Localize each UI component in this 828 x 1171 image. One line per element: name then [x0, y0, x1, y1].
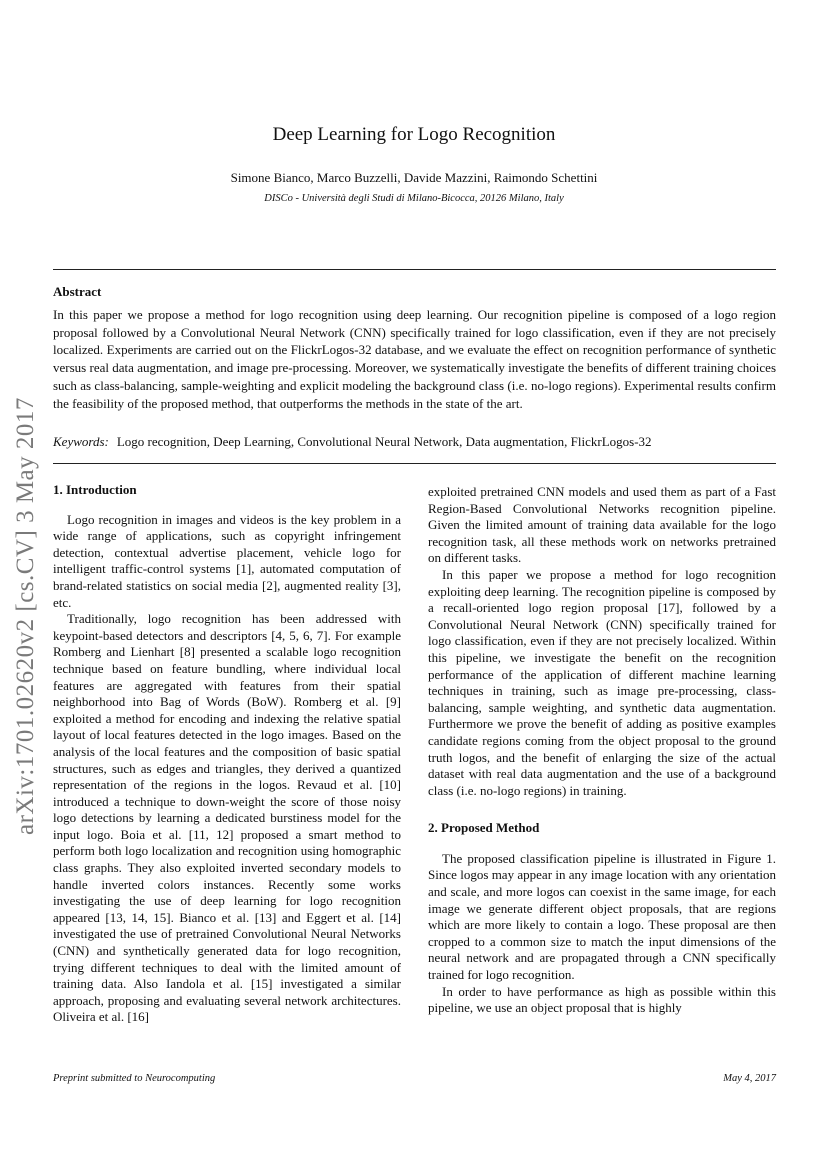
keywords-line	[53, 434, 776, 450]
intro-paragraph-continuation: exploited pretrained CNN models and used them as part of a Fast Region-Based Convolutional Networks recognition pipeline. Given the limited amount of training data available for the logo recognition task, all these methods work on networks pretrained on different tasks.	[428, 484, 776, 566]
section-heading-introduction: 1. Introduction	[53, 482, 137, 497]
section-heading-proposed-method: 2. Proposed Method	[428, 820, 540, 836]
intro-paragraph-2: Traditionally, logo recognition has been addressed with keypoint-based detectors and descriptors [4, 5, 6, 7]. For example Romberg and Lienhart [8] presented a scalable logo recognition technique based on feature bundling, where individual local features are aggregated with features from their spatial neighborhood into Bag of Words (BoW). Romberg et al. [9] exploited a method for encoding and indexing the relative spatial layout of local features detected in the logo images. Based on the analysis of the local features and the composition of basic spatial structures, such as edges and triangles, they derived a quantized representation of the regions in the logos. Revaud et al. [10] introduced a technique to down-weight the score of those noisy logo detections by learning a dedicated burstiness model for the input logo. Boia et al. [11, 12] proposed a smart method to perform both logo localization and recognition using homographic class graphs. They also exploited inverted secondary models to handle inverted colors instances. Recently some works investigating the use of deep learning for logo recognition appeared [13, 14, 15]. Bianco et al. [13] and Eggert et al. [14] investigated the use of pretrained Convolutional Neural Networks (CNN) and synthetically generated data for logo recognition, trying different techniques to deal with the limited amount of training data. Also Iandola et al. [15] investigated a similar approach, proposing and evaluating several network architectures. Oliveira et al. [16]	[53, 611, 401, 1025]
method-paragraph-2: In order to have performance as high as possible within this pipeline, we use an object proposal that is highly	[428, 983, 776, 1016]
footer-submission-note: Preprint submitted to Neurocomputing	[53, 1073, 216, 1084]
top-rule	[53, 269, 776, 270]
method-paragraph-1: The proposed classification pipeline is illustrated in Figure 1. Since logos may appear in any image location with any orientation and scale, and more logos can coexist in the same image, for each image we generate different object proposals, that are regions which are more likely to contain a logo. These proposal are then cropped to a common size to match the input dimensions of the neural network and are propagated through a CNN specifically trained for logo recognition.	[428, 850, 776, 983]
arxiv-identifier: arXiv:1701.02620v2 [cs.CV] 3 May 2017	[12, 397, 39, 835]
keywords-label: Keywords:	[53, 434, 109, 449]
author-list: Simone Bianco, Marco Buzzelli, Davide Mazzini, Raimondo Schettini	[230, 170, 598, 185]
paper-title: Deep Learning for Logo Recognition	[272, 124, 556, 145]
abstract-heading: Abstract	[53, 284, 102, 299]
intro-paragraph-3: In this paper we propose a method for logo recognition exploiting deep learning. The recognition pipeline is composed by a recall-oriented logo region proposal [17], followed by a Convolutional Neural Network (CNN) specifically trained for logo classification, even if they are not precisely localized. Within this pipeline, we investigate the benefit on the recognition performance of the application of different machine learning techniques in training, such as image pre-processing, class-balancing, sample weighting, and synthetic data augmentation. Furthermore we prove the benefit of adding as positive examples candidate regions coming from the object proposal to the ground truth logos, and the benefit of enlarging the size of the actual dataset with real data augmentation and the use of a background class (i.e. no-logo regions) in training.	[428, 566, 776, 798]
keywords-text: Logo recognition, Deep Learning, Convolutional Neural Network, Data augmentation, FlickrLogos-32	[116, 434, 652, 449]
footer-date: May 4, 2017	[723, 1073, 776, 1084]
left-column	[53, 482, 401, 1026]
intro-paragraph-1: Logo recognition in images and videos is the key problem in a wide range of applications, such as copyright infringement detection, contextual advertise placement, vehicle logo for intelligent traffic-control systems [1], automated computation of brand-related statistics on social media [2], augmented reality [3], etc.	[53, 511, 401, 610]
right-column	[428, 484, 776, 1017]
bottom-rule	[53, 463, 776, 464]
affiliation: DISCo - Università degli Studi di Milano-Bicocca, 20126 Milano, Italy	[264, 193, 564, 204]
abstract-text: In this paper we propose a method for logo recognition using deep learning. Our recognition pipeline is composed of a logo region proposal followed by a Convolutional Neural Network (CNN) specifically trained for logo classification, even if they are not precisely localized. Experiments are carried out on the FlickrLogos-32 database, and we evaluate the effect on recognition performance of synthetic versus real data augmentation, and image pre-processing. Moreover, we systematically investigate the benefits of different training choices such as class-balancing, sample-weighting and explicit modeling the background class (i.e. no-logo regions). Experimental results confirm the feasibility of the proposed method, that outperforms the methods in the state of the art.	[53, 307, 776, 411]
